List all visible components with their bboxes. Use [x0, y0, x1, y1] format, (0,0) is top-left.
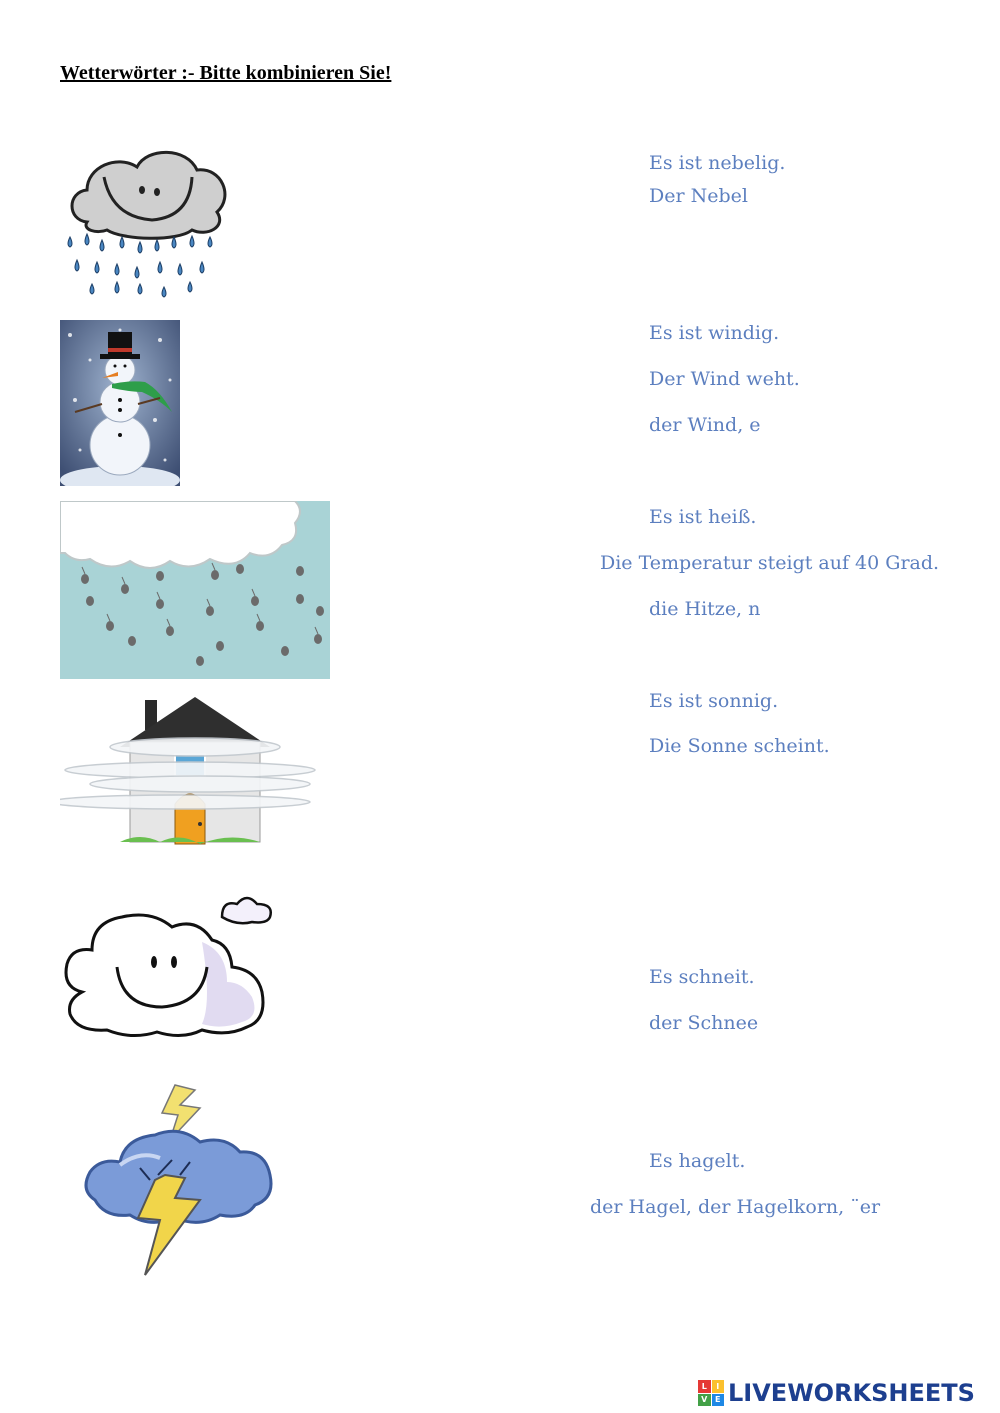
fog-house-picture[interactable]: [60, 692, 330, 852]
phrase-der-wind-weht[interactable]: Der Wind weht.: [649, 368, 800, 390]
phrase-es-ist-windig[interactable]: Es ist windig.: [649, 322, 780, 344]
snowman-picture[interactable]: [60, 320, 180, 486]
phrase-der-schnee[interactable]: der Schnee: [649, 1012, 759, 1034]
phrase-es-ist-nebelig[interactable]: Es ist nebelig.: [649, 152, 786, 174]
phrase-der-hagel[interactable]: der Hagel, der Hagelkorn, ¨er: [590, 1196, 881, 1218]
phrase-temperatur-40-grad[interactable]: Die Temperatur steigt auf 40 Grad.: [600, 552, 940, 574]
hail-picture[interactable]: [60, 501, 330, 679]
phrase-es-ist-heiss[interactable]: Es ist heiß.: [649, 506, 757, 528]
rain-cloud-picture[interactable]: [62, 142, 232, 302]
worksheet-title: Wetterwörter :- Bitte kombinieren Sie!: [60, 62, 392, 84]
liveworksheets-brand: [698, 1376, 994, 1410]
phrase-die-hitze-n[interactable]: die Hitze, n: [649, 598, 761, 620]
phrase-der-wind-e[interactable]: der Wind, e: [649, 414, 761, 436]
thunderstorm-picture[interactable]: [80, 1080, 275, 1285]
liveworksheets-logo-icon: L I V E: [698, 1380, 724, 1406]
phrase-der-nebel[interactable]: Der Nebel: [649, 185, 748, 207]
phrase-es-ist-sonnig[interactable]: Es ist sonnig.: [649, 690, 779, 712]
liveworksheets-wordmark: LIVEWORKSHEETS: [728, 1379, 975, 1407]
phrase-es-hagelt[interactable]: Es hagelt.: [649, 1150, 746, 1172]
phrase-die-sonne-scheint[interactable]: Die Sonne scheint.: [649, 735, 830, 757]
smiling-cloud-picture[interactable]: [62, 892, 277, 1042]
phrase-es-schneit[interactable]: Es schneit.: [649, 966, 755, 988]
